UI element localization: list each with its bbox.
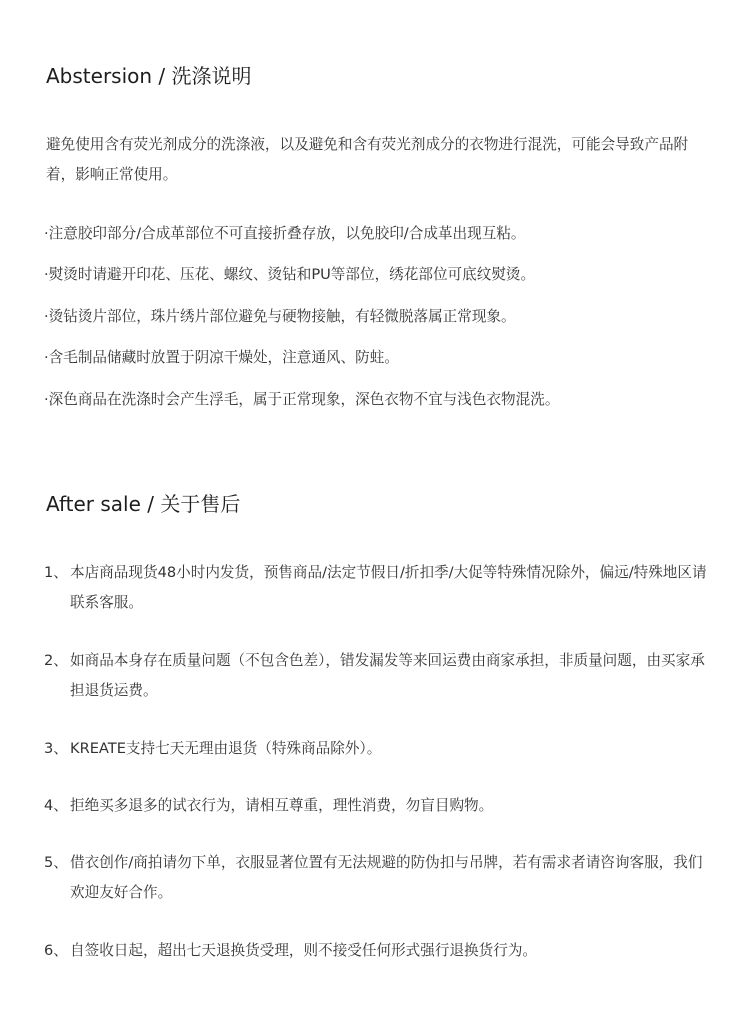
after-sale-item <box>44 734 710 764</box>
after-sale-item-number: 1、 <box>44 564 68 581</box>
after-sale-item <box>44 791 710 821</box>
after-sale-item-number: 5、 <box>44 854 68 871</box>
abstersion-bullet: ·注意胶印部分/合成革部位不可直接折叠存放，以免胶印/合成革出现互粘。 <box>44 225 526 242</box>
after-sale-item-text: 自签收日起，超出七天退换货受理，则不接受任何形式强行退换货行为。 <box>70 942 538 959</box>
abstersion-bullet: ·深色商品在洗涤时会产生浮毛，属于正常现象，深色衣物不宜与浅色衣物混洗。 <box>44 391 560 408</box>
after-sale-item-text: 如商品本身存在质量问题（不包含色差），错发漏发等来回运费由商家承担，非质量问题，由买家承担退货运费。 <box>70 652 705 699</box>
after-sale-item-text: 借衣创作/商拍请勿下单，衣服显著位置有无法规避的防伪扣与吊牌，若有需求者请咨询客服，我们欢迎友好合作。 <box>70 854 703 901</box>
after-sale-item-text: 本店商品现货48小时内发货，预售商品/法定节假日/折扣季/大促等特殊情况除外，偏远/特殊地区请联系客服。 <box>70 564 707 611</box>
abstersion-bullet: ·熨烫时请避开印花、压花、螺纹、烫钻和PU等部位，绣花部位可底纹熨烫。 <box>44 266 536 283</box>
after-sale-item-text: KREATE支持七天无理由退货（特殊商品除外）。 <box>70 740 382 757</box>
after-sale-item <box>44 936 710 966</box>
abstersion-title: Abstersion / 洗涤说明 <box>46 64 252 88</box>
after-sale-item-number: 6、 <box>44 942 68 959</box>
after-sale-item <box>44 558 710 618</box>
after-sale-item-number: 4、 <box>44 797 68 814</box>
abstersion-bullet: ·含毛制品储藏时放置于阴凉干燥处，注意通风、防蛀。 <box>44 349 399 366</box>
after-sale-item-number: 3、 <box>44 740 68 757</box>
after-sale-item <box>44 646 710 706</box>
after-sale-item <box>44 848 710 908</box>
after-sale-item-number: 2、 <box>44 652 68 669</box>
after-sale-item-text: 拒绝买多退多的试衣行为，请相互尊重，理性消费，勿盲目购物。 <box>70 797 494 814</box>
abstersion-intro: 避免使用含有荧光剂成分的洗涤液，以及避免和含有荧光剂成分的衣物进行混洗，可能会导致产品附着，影响正常使用。 <box>46 136 689 183</box>
abstersion-bullet: ·烫钻烫片部位，珠片绣片部位避免与硬物接触，有轻微脱落属正常现象。 <box>44 308 516 325</box>
after-sale-title: After sale / 关于售后 <box>46 492 241 516</box>
